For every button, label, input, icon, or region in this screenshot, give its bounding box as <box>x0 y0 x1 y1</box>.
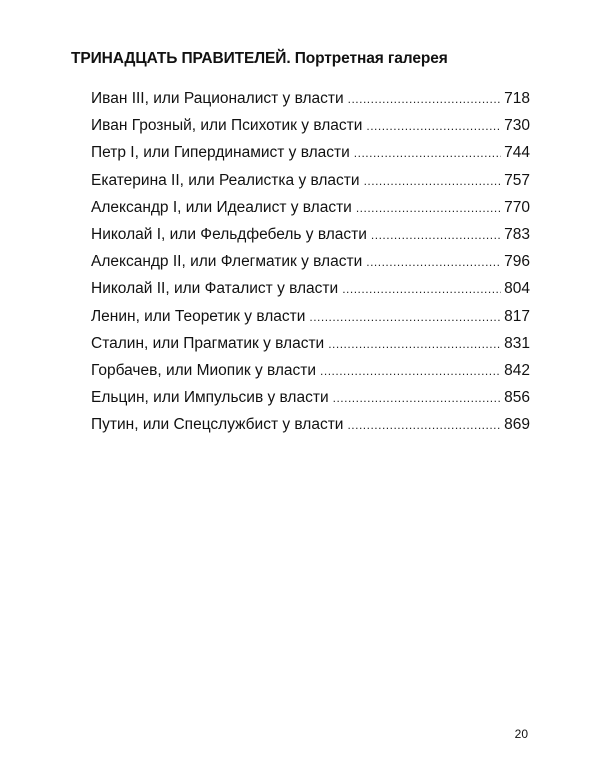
toc-entry <box>91 303 530 330</box>
toc-entry-page: 804 <box>504 280 530 298</box>
toc-entry-page: 770 <box>504 198 530 216</box>
toc-dot-leader <box>371 222 501 249</box>
toc-dot-leader <box>366 113 501 140</box>
toc-entry-page: 831 <box>504 334 530 352</box>
toc-entry-page: 730 <box>504 117 530 135</box>
toc-entry <box>91 411 530 438</box>
toc-entry <box>91 167 530 194</box>
toc-entry-page: 718 <box>504 90 530 107</box>
toc-entry <box>91 139 530 166</box>
toc-entry <box>91 357 530 384</box>
toc-dot-leader <box>366 249 501 276</box>
toc-entry-title: Екатерина II, или Реалистка у власти <box>91 171 360 189</box>
toc-entry-page: 783 <box>504 225 530 243</box>
toc-entry <box>91 384 530 411</box>
toc-dot-leader <box>333 385 502 412</box>
toc-entry-page: 869 <box>504 416 530 434</box>
toc-dot-leader <box>320 358 501 385</box>
toc-entry-page: 817 <box>504 307 530 325</box>
toc-dot-leader <box>356 195 501 222</box>
toc-dot-leader <box>328 331 501 358</box>
toc-dot-leader <box>348 86 501 113</box>
toc-entry <box>91 330 530 357</box>
toc-entry-page: 757 <box>504 171 530 189</box>
toc-entry <box>91 221 530 248</box>
toc-list <box>91 85 530 438</box>
page-number: 20 <box>514 727 528 741</box>
toc-entry-title: Сталин, или Прагматик у власти <box>91 334 325 352</box>
toc-entry-title: Александр II, или Флегматик у власти <box>91 253 363 271</box>
toc-entry-title: Александр I, или Идеалист у власти <box>91 198 352 216</box>
toc-entry <box>91 194 530 221</box>
toc-entry <box>91 248 530 275</box>
toc-entry-title: Иван Грозный, или Психотик у власти <box>91 117 363 135</box>
toc-entry-title: Ленин, или Теоретик у власти <box>91 307 306 325</box>
toc-dot-leader <box>347 412 501 439</box>
toc-entry <box>91 112 530 139</box>
toc-entry <box>91 85 530 112</box>
toc-entry-title: Горбачев, или Миопик у власти <box>91 361 317 379</box>
toc-entry-page: 842 <box>504 361 530 379</box>
toc-dot-leader <box>364 168 502 195</box>
toc-entry-page: 796 <box>504 253 530 271</box>
toc-entry-page: 856 <box>504 389 530 407</box>
toc-entry-title: Путин, или Спецслужбист у власти <box>91 416 344 434</box>
toc-entry-page: 744 <box>504 144 530 162</box>
toc-entry-title: Николай I, или Фельдфебель у власти <box>91 225 367 243</box>
toc-dot-leader <box>342 276 501 303</box>
toc-dot-leader <box>309 304 501 331</box>
toc-heading: ТРИНАДЦАТЬ ПРАВИТЕЛЕЙ. Портретная галерея <box>71 50 448 67</box>
toc-entry-title: Петр I, или Гипердинамист у власти <box>91 144 350 162</box>
toc-entry-title: Ельцин, или Импульсив у власти <box>91 389 329 407</box>
toc-entry-title: Иван III, или Рационалист у власти <box>91 90 344 107</box>
toc-entry <box>91 275 530 302</box>
toc-dot-leader <box>354 140 501 167</box>
toc-entry-title: Николай II, или Фаталист у власти <box>91 280 339 298</box>
